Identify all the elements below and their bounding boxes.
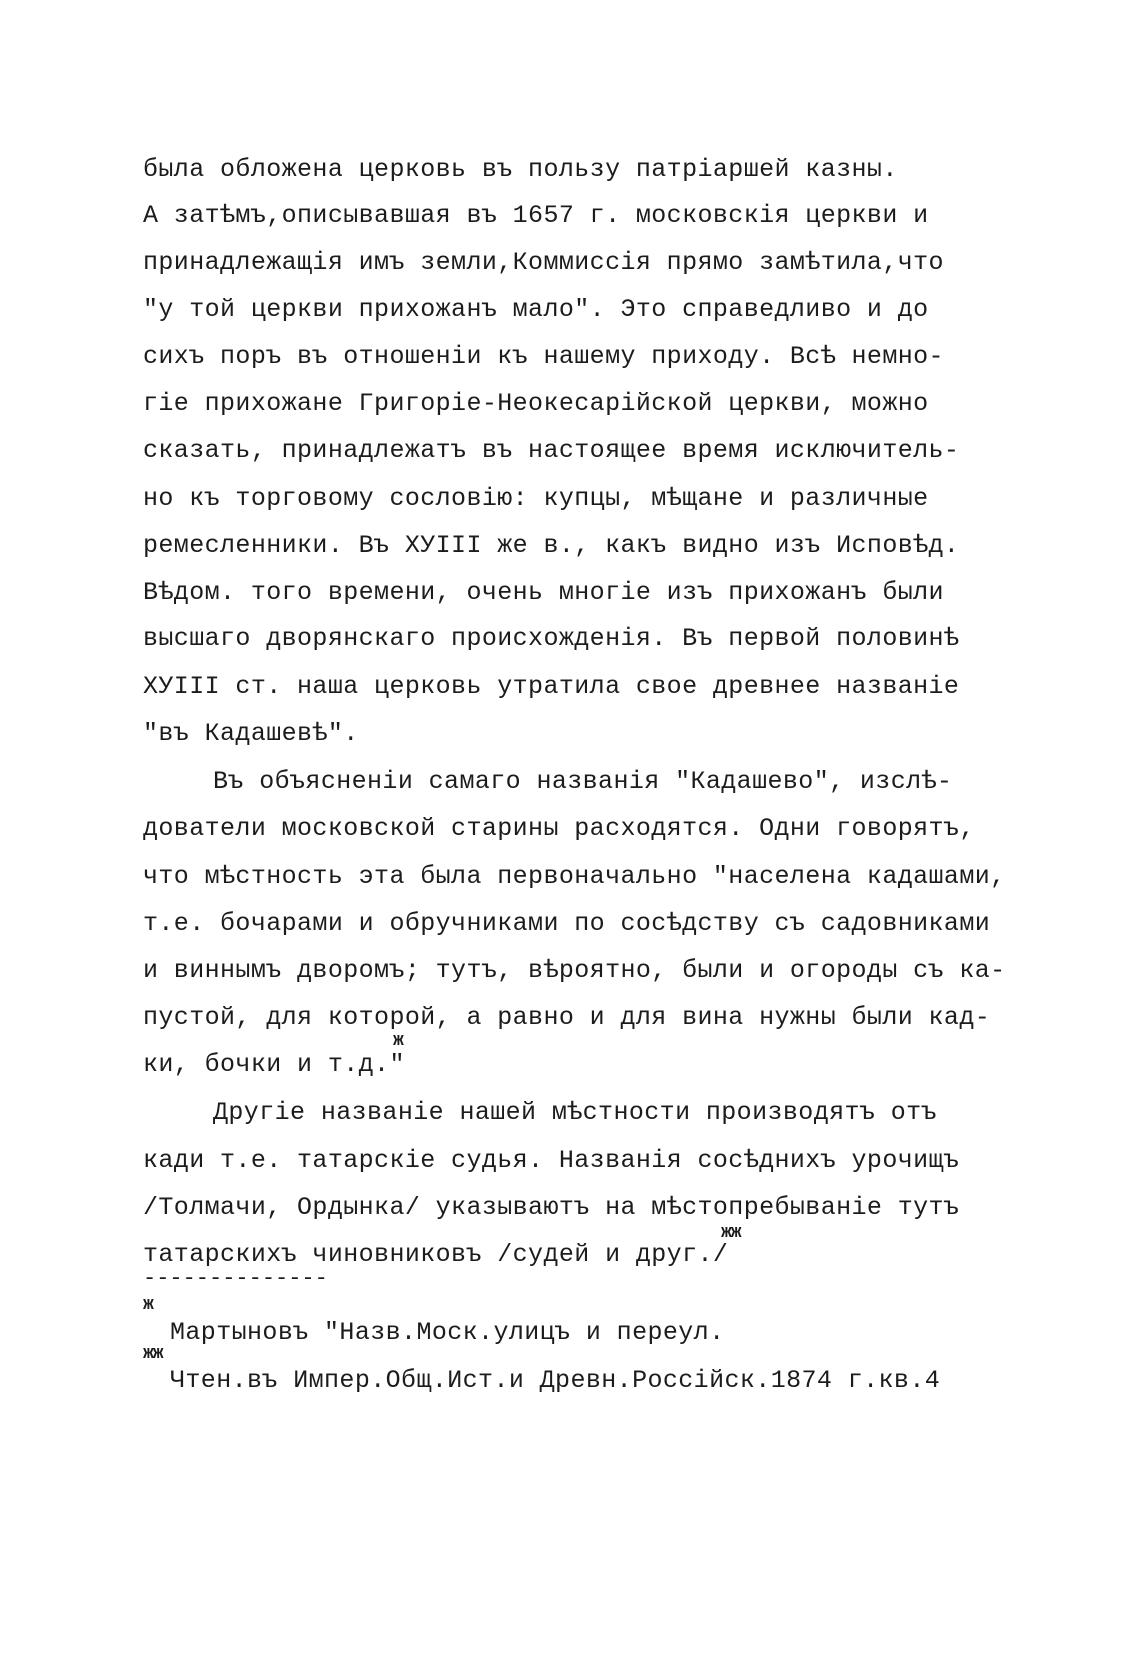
text-line: пустой, для которой, а равно и для вина нужны были кад- [143,1003,991,1032]
text-line: ки, бочки и т.д." [143,1050,405,1079]
paragraph-start-line: Въ объясненіи самаго названія "Кадашево", изслѣ- [213,767,953,796]
text-line: "у той церкви прихожанъ мало". Это справедливо и до [143,295,929,324]
footnote-mark-2: жж [721,1223,741,1243]
text-line: кади т.е. татарскіе судья. Названія сосѣднихъ урочищъ [143,1146,960,1175]
footnote-separator: -------------- [143,1266,328,1291]
text-line: Вѣдом. того времени, очень многіе изъ прихожанъ были [143,578,944,607]
text-line: татарскихъ чиновниковъ /судей и друг./ [143,1240,729,1269]
text-line: сихъ поръ въ отношеніи къ нашему приходу. Всѣ немно- [143,342,944,371]
text-line: но къ торговому сословію: купцы, мѣщане и различные [143,484,929,513]
text-line: /Толмачи, Ордынка/ указываютъ на мѣстопребываніе тутъ [143,1193,960,1222]
footnote-2: Чтен.въ Импер.Общ.Ист.и Древн.Россійск.1874 г.кв.4 [170,1366,941,1395]
footnote-mark-1-ref: ж [143,1295,153,1315]
text-line: и виннымъ дворомъ; тутъ, вѣроятно, были и огороды съ ка- [143,956,1006,985]
text-line: высшаго дворянскаго происхожденія. Въ первой половинѣ [143,624,960,653]
text-line: "въ Кадашевѣ". [143,719,359,748]
footnote-mark-1: ж [393,1031,403,1051]
footnote-1: Мартыновъ "Назв.Моск.улицъ и переул. [170,1318,725,1347]
text-line: дователи московской старины расходятся. Одни говорятъ, [143,814,975,843]
footnote-mark-2-ref: жж [143,1344,163,1364]
text-line: ремесленники. Въ ХУIII же в., какъ видно изъ Исповѣд. [143,531,960,560]
text-line: что мѣстность эта была первоначально "населена кадашами, [143,862,1006,891]
text-line: принадлежащія имъ земли,Коммиссія прямо замѣтила,что [143,248,944,277]
text-line: т.е. бочарами и обручниками по сосѣдству съ садовниками [143,909,991,938]
text-line: гіе прихожане Григоріе-Неокесарійской церкви, можно [143,389,929,418]
text-line: ХУIII ст. наша церковь утратила свое древнее названіе [143,672,960,701]
paragraph-start-line: Другіе названіе нашей мѣстности производятъ отъ [213,1098,937,1127]
text-line: А затѣмъ,описывавшая въ 1657 г. московскія церкви и [143,201,929,230]
text-line: была обложена церковь въ пользу патріаршей казны. [143,155,898,184]
text-line: сказать, принадлежатъ въ настоящее время исключитель- [143,436,960,465]
